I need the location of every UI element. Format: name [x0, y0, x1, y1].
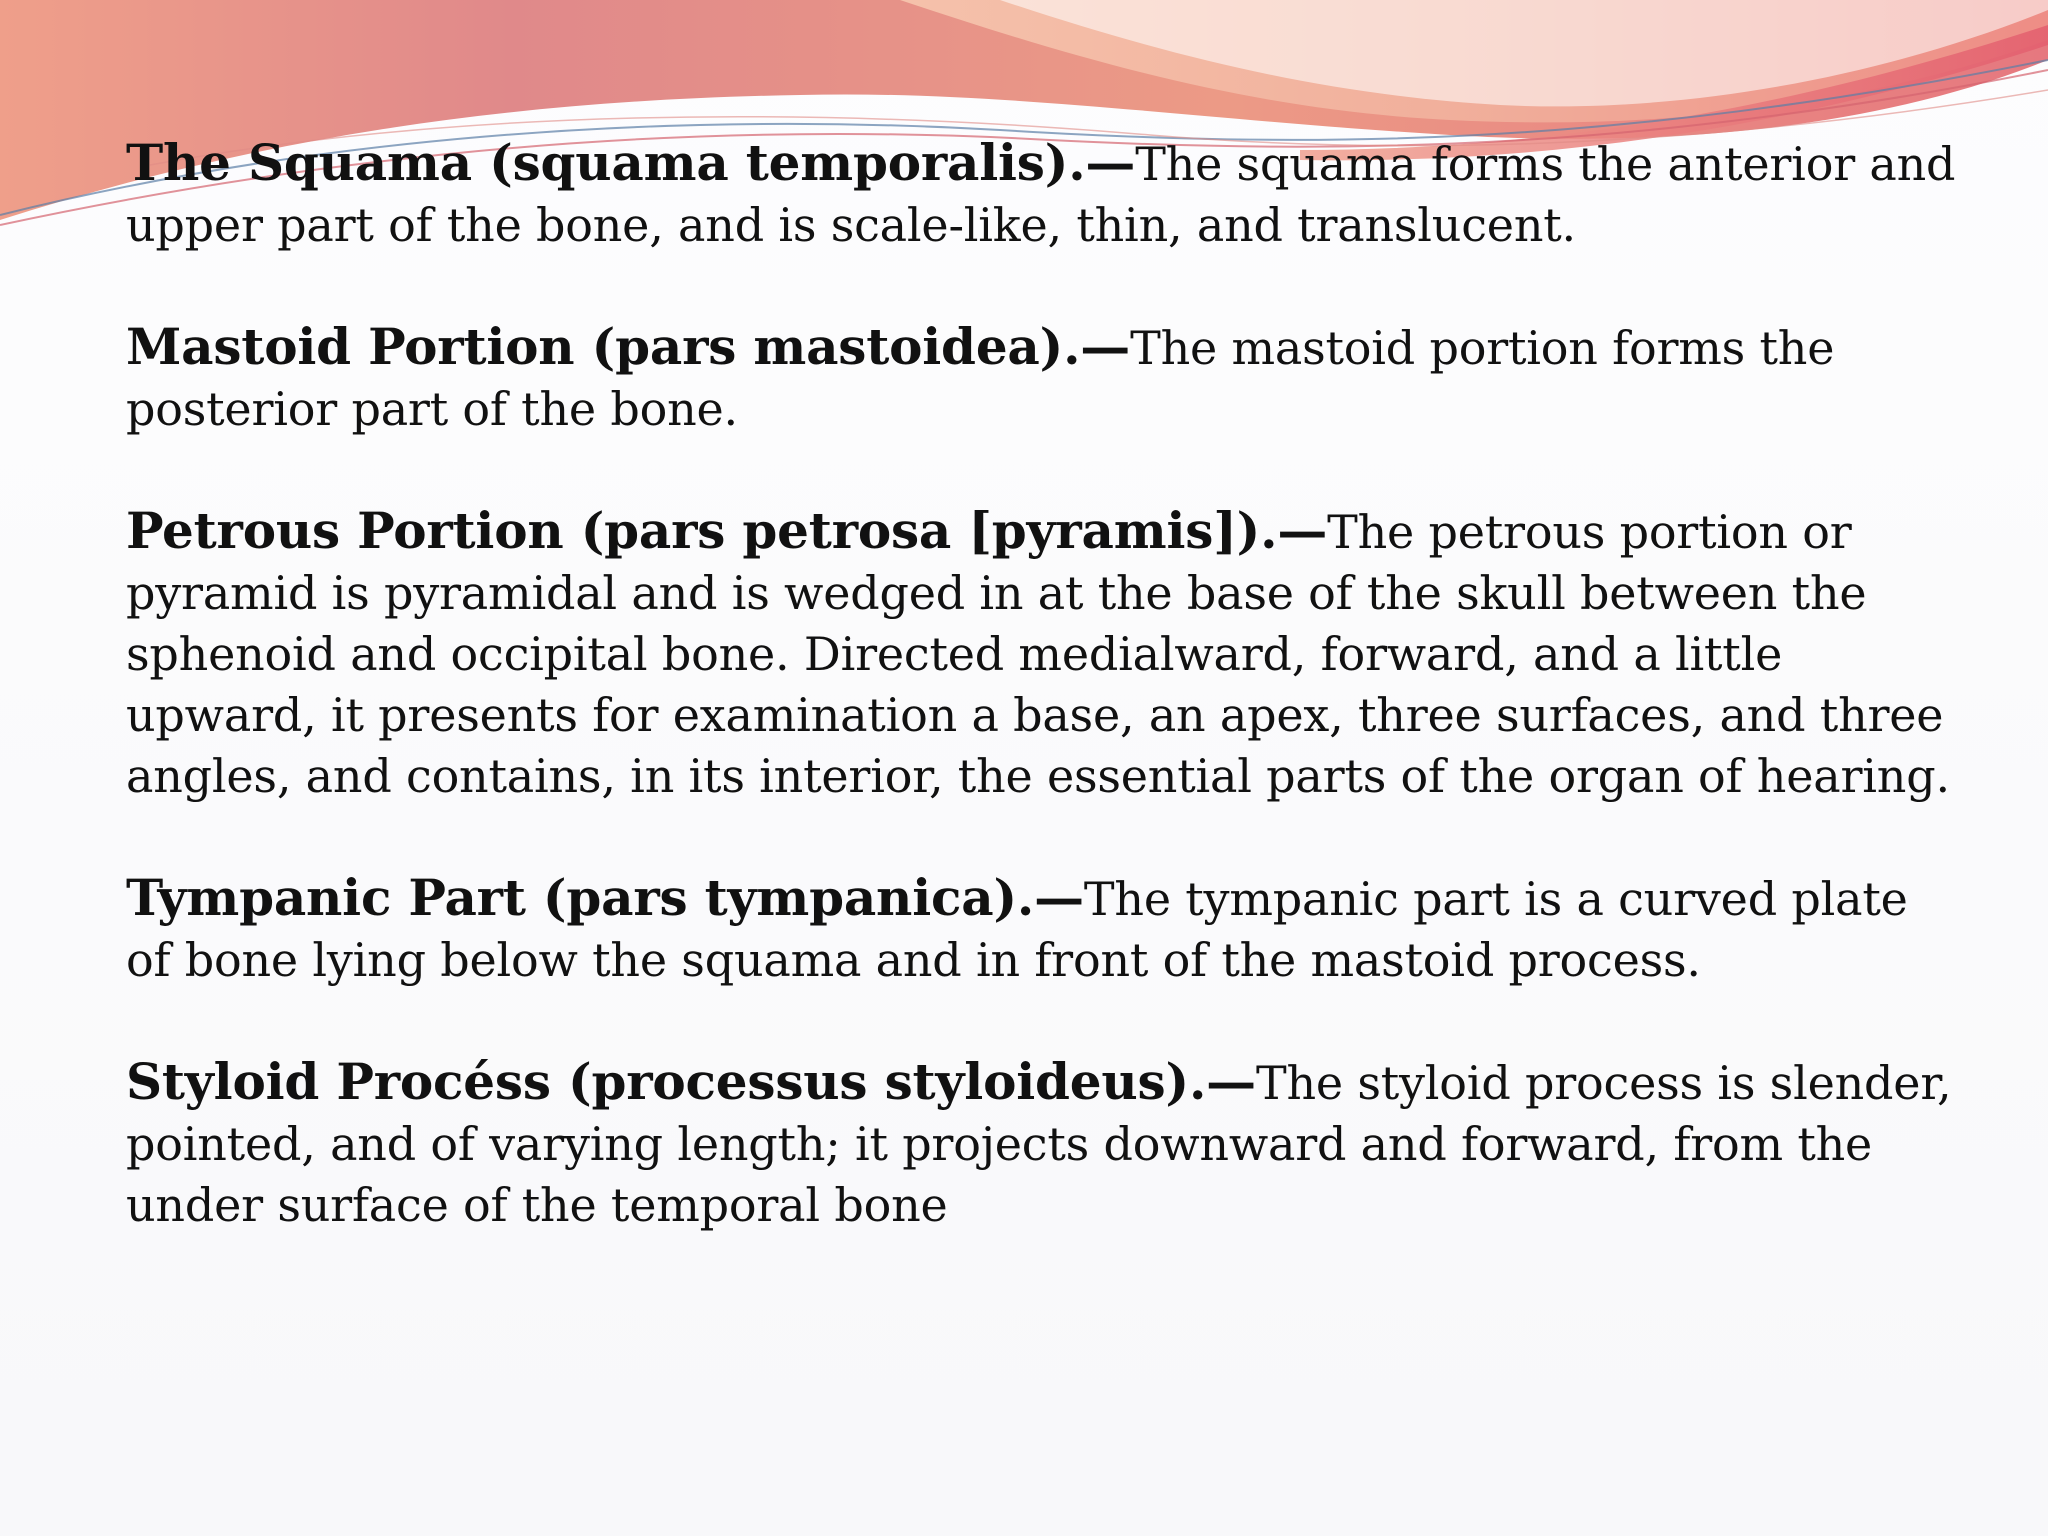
paragraph-styloid [126, 1051, 1966, 1236]
paragraph-squama [126, 132, 1966, 256]
paragraph-heading: Tympanic Part (pars tympanica).— [126, 868, 1084, 927]
paragraph-mastoid [126, 316, 1966, 440]
paragraph-body: The squama forms the anterior and upper part of the bone, and is scale-like, thin, and translucent. [126, 137, 1956, 252]
paragraph-heading: Styloid Procéss (processus styloideus).— [126, 1052, 1256, 1111]
paragraph-heading: Petrous Portion (pars petrosa [pyramis]).— [126, 501, 1328, 560]
paragraph-body: The styloid process is slender, pointed, and of varying length; it projects downward and forward, from the under surface of the temporal bone [126, 1056, 1952, 1232]
slide-body [126, 132, 1966, 1296]
paragraph-heading: Mastoid Portion (pars mastoidea).— [126, 317, 1131, 376]
paragraph-petrous [126, 500, 1966, 807]
paragraph-heading: The Squama (squama temporalis).— [126, 133, 1136, 192]
paragraph-tympanic [126, 867, 1966, 991]
paragraph-body: The mastoid portion forms the posterior part of the bone. [126, 321, 1835, 436]
paragraph-body: The tympanic part is a curved plate of bone lying below the squama and in front of the mastoid process. [126, 872, 1908, 987]
paragraph-body: The petrous portion or pyramid is pyramidal and is wedged in at the base of the skull between the sphenoid and occipital bone. Directed medialward, forward, and a little upward, it presents for examination a base, an apex, three surfaces, and three angles, and contains, in its interior, the essential parts of the organ of hearing. [126, 505, 1950, 803]
